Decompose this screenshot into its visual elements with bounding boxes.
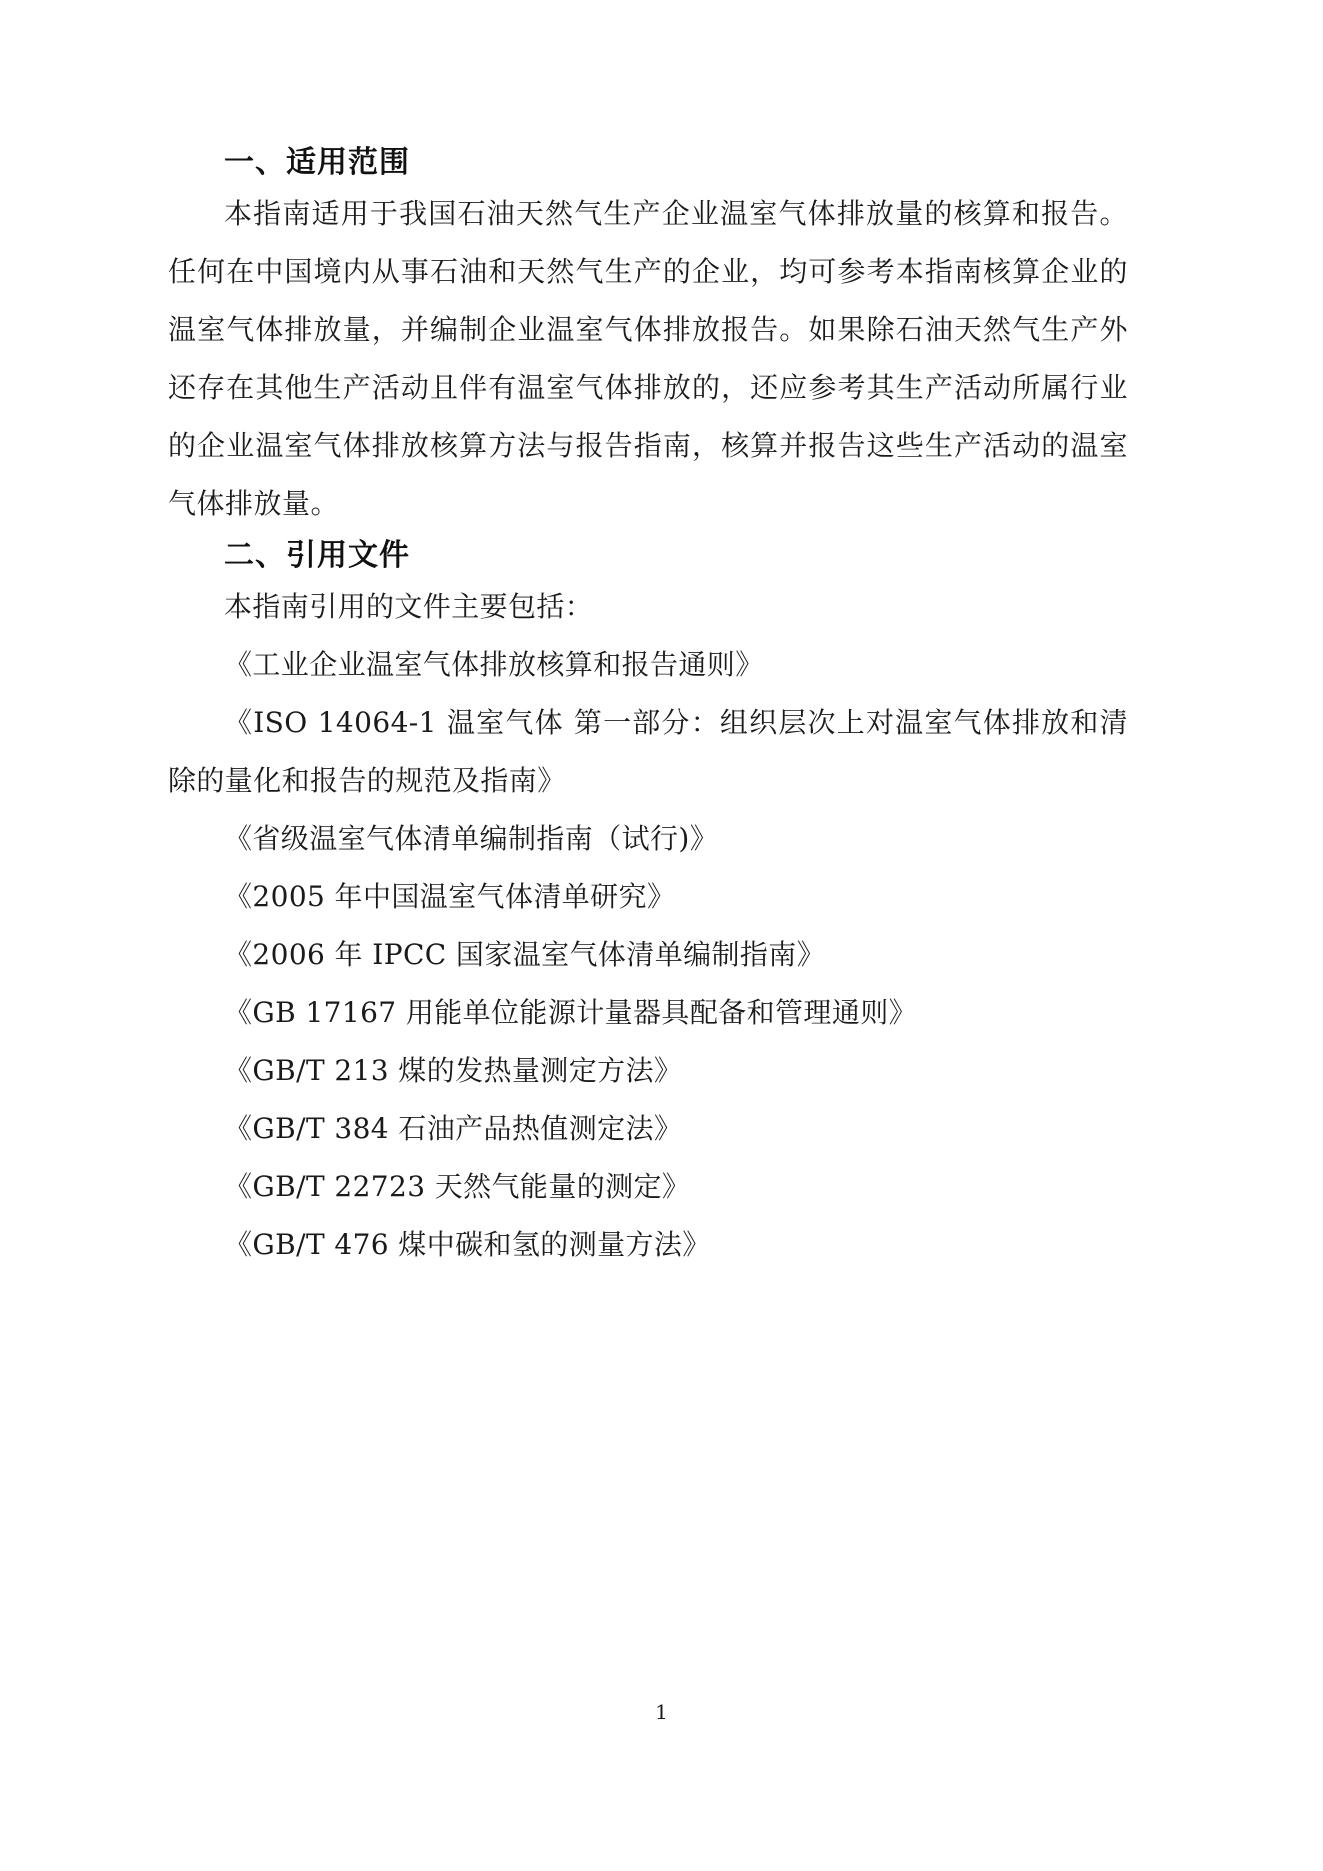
page-number: 1 bbox=[655, 1700, 668, 1724]
reference-item: 《2005 年中国温室气体清单研究》 bbox=[224, 880, 676, 913]
reference-item: 《GB/T 384 石油产品热值测定法》 bbox=[224, 1112, 683, 1145]
references-intro: 本指南引用的文件主要包括： bbox=[224, 590, 594, 623]
reference-item: 《GB/T 476 煤中碳和氢的测量方法》 bbox=[224, 1228, 711, 1261]
reference-item: 《省级温室气体清单编制指南（试行)》 bbox=[224, 822, 719, 855]
reference-item: 《工业企业温室气体排放核算和报告通则》 bbox=[224, 648, 764, 681]
reference-item: 《GB/T 22723 天然气能量的测定》 bbox=[224, 1170, 691, 1203]
section-heading-references: 二、引用文件 bbox=[224, 538, 410, 573]
reference-item: 《GB/T 213 煤的发热量测定方法》 bbox=[224, 1054, 683, 1087]
reference-item: 《ISO 14064-1 温室气体 第一部分：组织层次上对温室气体排放和清除的量化和报告的规范及指南》 bbox=[168, 706, 1128, 797]
reference-item: 《2006 年 IPCC 国家温室气体清单编制指南》 bbox=[224, 938, 826, 971]
reference-item: 《GB 17167 用能单位能源计量器具配备和管理通则》 bbox=[224, 996, 918, 1029]
page-content bbox=[168, 140, 1128, 1274]
scope-paragraph: 本指南适用于我国石油天然气生产企业温室气体排放量的核算和报告。任何在中国境内从事石油和天然气生产的企业，均可参考本指南核算企业的温室气体排放量，并编制企业温室气体排放报告。如果除石油天然气生产外还存在其他生产活动且伴有温室气体排放的，还应参考其生产活动所属行业的企业温室气体排放核算方法与报告指南，核算并报告这些生产活动的温室气体排放量。 bbox=[168, 197, 1128, 520]
section-heading-scope: 一、适用范围 bbox=[224, 145, 410, 180]
